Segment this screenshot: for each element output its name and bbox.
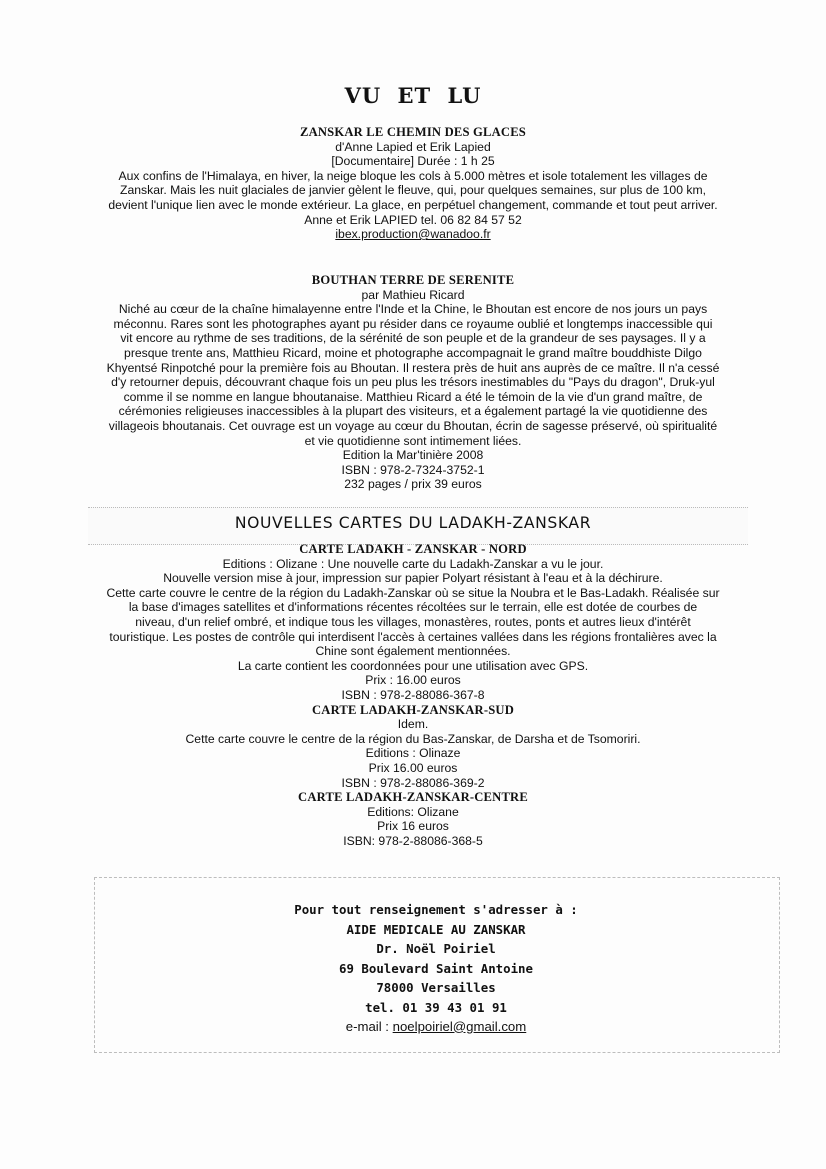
map-price: Prix 16.00 euros <box>368 760 458 775</box>
map-price: Prix 16 euros <box>377 819 449 834</box>
map-text: Idem. <box>397 717 429 732</box>
article-credit: par Mathieu Ricard <box>361 287 465 302</box>
email-link[interactable]: ibex.production@wanadoo.fr <box>335 227 491 242</box>
email-label: e-mail : <box>345 1018 393 1034</box>
article-text: presque trente ans, Matthieu Ricard, moine et photographe accompagnait le grand maître bouddhiste Dilgo <box>124 345 702 360</box>
article-text: vit encore au rythme de ses traditions, de la sérénité de son peuple et de la grandeur de ses paysages. Il y a <box>120 331 706 346</box>
contact-organization: AIDE MEDICALE AU ZANSKAR <box>346 921 526 937</box>
map-isbn: ISBN: 978-2-88086-368-5 <box>343 833 483 848</box>
article-text: Khyentsé Rinpotché pour la première fois au Bhoutan. Il restera près de huit ans auprès de ce maître. Il n'a cessé <box>106 360 720 375</box>
map-text: Cette carte couvre le centre de la région du Ladakh-Zanskar où se situe la Noubra et le Bas-Ladakh. Réalisée sur <box>106 585 720 600</box>
contact-intro: Pour tout renseignement s'adresser à : <box>294 902 578 917</box>
article-text: Niché au cœur de la chaîne himalayenne entre l'Inde et la Chine, le Bhoutan est encore de nos jours un pays <box>118 302 708 317</box>
map-price: Prix : 16.00 euros <box>365 673 461 688</box>
contact-email-link[interactable]: noelpoiriel@gmail.com <box>392 1018 527 1034</box>
article-title: ZANSKAR LE CHEMIN DES GLACES <box>299 125 527 139</box>
article-text: méconnu. Rares sont les photographes ayant pu résider dans ce royaume oublié et longtemps inaccessible qui <box>113 316 713 331</box>
article-zanskar <box>60 125 766 242</box>
contact-street: 69 Boulevard Saint Antoine <box>339 960 533 976</box>
contact-city: 78000 Versailles <box>376 980 496 996</box>
map-text: touristique. Les postes de contrôle qui interdisent l'accès à certaines vallées dans les régions frontalières avec la <box>109 629 717 644</box>
map-title-sud: CARTE LADAKH-ZANSKAR-SUD <box>311 702 515 717</box>
map-text: la base d'images satellites et d'informations récentes récoltées sur le terrain, elle est dotée de courbes de <box>128 600 698 615</box>
map-isbn: ISBN : 978-2-88086-367-8 <box>341 687 485 702</box>
map-isbn: ISBN : 978-2-88086-369-2 <box>341 775 485 790</box>
map-text: Chine sont également mentionnées. <box>315 644 511 659</box>
page-title: VU ET LU <box>344 83 482 108</box>
article-meta: [Documentaire] Durée : 1 h 25 <box>331 154 495 169</box>
article-title: BOUTHAN TERRE DE SERENITE <box>311 273 515 287</box>
article-text: cérémonies religieuses inaccessibles à la plupart des visiteurs, et a également partagé la vie quotidienne des <box>118 404 708 419</box>
article-bouthan <box>60 273 766 492</box>
contact-phone: tel. 01 39 43 01 91 <box>365 999 507 1015</box>
article-contact: Anne et Erik LAPIED tel. 06 82 84 57 52 <box>304 212 522 227</box>
map-title-nord: CARTE LADAKH - ZANSKAR - NORD <box>299 542 527 556</box>
map-text: Editions : Olizane : Une nouvelle carte du Ladakh-Zanskar a vu le jour. <box>222 556 604 571</box>
map-text: niveau, d'un relief ombré, et indique tous les villages, monastères, routes, ponts et autres lieux d'intérêt <box>135 614 691 629</box>
map-text: Nouvelle version mise à jour, impression sur papier Polyart résistant à l'eau et à la déchirure. <box>163 571 663 586</box>
article-price: 232 pages / prix 39 euros <box>344 477 482 492</box>
article-edition: Edition la Mar'tinière 2008 <box>342 448 484 463</box>
article-text: villageois bhoutanais. Cet ouvrage est un voyage au cœur du Bhoutan, écrin de sagesse préservé, où spiritualité <box>108 418 718 433</box>
map-title-centre: CARTE LADAKH-ZANSKAR-CENTRE <box>298 790 528 805</box>
map-text: La carte contient les coordonnées pour une utilisation avec GPS. <box>237 658 589 673</box>
article-text: et vie quotidienne sont intimement liées. <box>304 433 522 448</box>
article-credit: d'Anne Lapied et Erik Lapied <box>335 139 491 154</box>
maps-section <box>60 542 766 848</box>
map-editions: Editions : Olinaze <box>365 746 461 761</box>
contact-name: Dr. Noël Poiriel <box>376 941 496 957</box>
article-text: Zanskar. Mais les nuit glaciales de janvier gèlent le fleuve, qui, pour quelques semaines, sur plus de 100 km, <box>120 183 706 198</box>
banner-title: NOUVELLES CARTES DU LADAKH-ZANSKAR <box>234 514 592 532</box>
article-text: comme il se nomme en langue bhoutanaise. Matthieu Ricard a été le témoin de la vie d'un grand maître, de <box>123 389 703 404</box>
article-isbn: ISBN : 978-2-7324-3752-1 <box>341 462 485 477</box>
map-editions: Editions: Olizane <box>367 804 459 819</box>
contact-info <box>94 900 778 1036</box>
article-text: d'y retourner depuis, découvrant chaque fois un peu plus les trésors inestimables du "Pays du dragon", Druk-yul <box>111 375 715 390</box>
contact-email-row <box>94 1018 778 1036</box>
article-text: devient l'unique lien avec le monde extérieur. La glace, en perpétuel changement, commande et tout peut arriver. <box>108 197 718 212</box>
map-text: Cette carte couvre le centre de la région du Bas-Zanskar, de Darsha et de Tsomoriri. <box>185 731 641 746</box>
article-text: Aux confins de l'Himalaya, en hiver, la neige bloque les cols à 5.000 mètres et isole totalement les villages de <box>118 168 708 183</box>
